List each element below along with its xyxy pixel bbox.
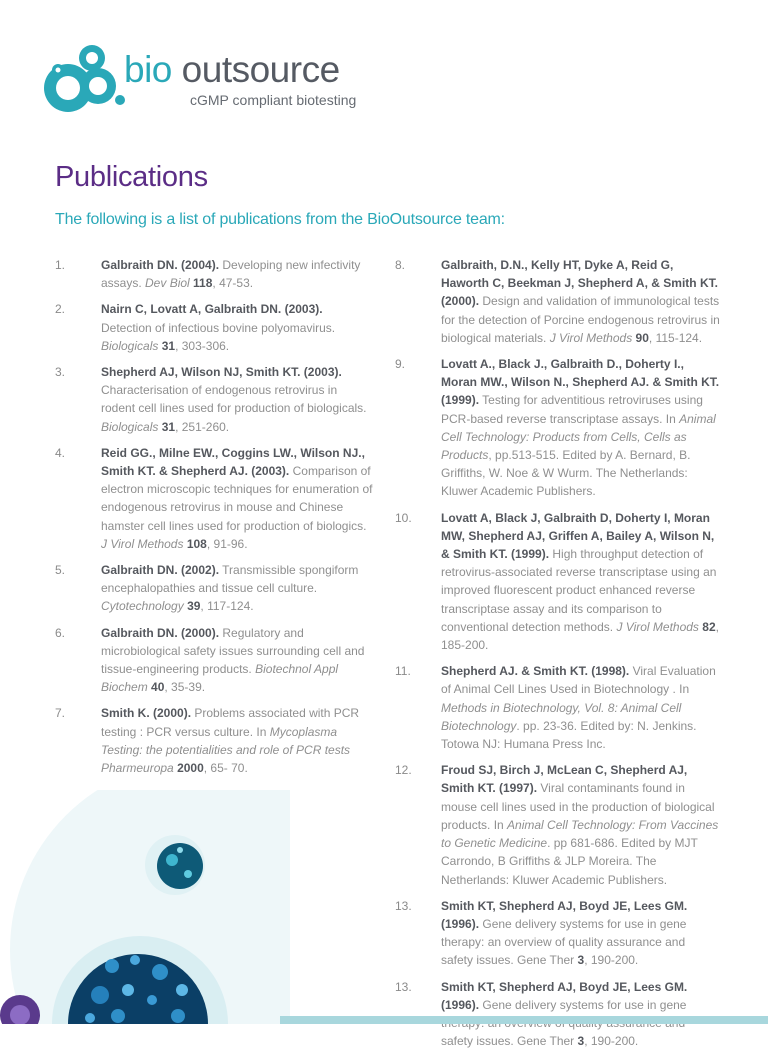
publication-item [395, 256, 720, 347]
publication-authors: Lovatt A, Black J, Galbraith D, Doherty I, Moran MW, Shepherd AJ, Griffen A, Bailey A, Wilson N, & Smith KT. (1999). [441, 510, 715, 562]
publication-number: 1. [55, 258, 66, 272]
publication-text: Gene delivery systems for use in gene safety issues. Gene Ther [441, 997, 687, 1049]
publication-pages: , 117-124. [200, 599, 254, 614]
publication-pages: , 35-39. [164, 680, 206, 695]
cell-graphic-icon [0, 790, 290, 1024]
publication-volume: 3 [577, 1034, 585, 1049]
brand-outsource: outsource [171, 49, 340, 90]
publication-authors: Galbraith DN. (2000). [101, 625, 220, 640]
publication-authors: Lovatt A., Black J., Galbraith D., Doherty I., Moran MW., Wilson N., Shepherd AJ. & Smith KT. (1999). [441, 357, 720, 408]
publication-journal: Methods in Biotechnology, Vol. 8: Animal Cell Biotechnology [441, 700, 682, 733]
publication-journal: Biotechnol Appl Biochem [101, 662, 339, 695]
publication-item [395, 355, 720, 501]
publication-item [55, 256, 373, 292]
publication-journal: Animal Cell Technology: Products from Cells, Cells as Products [441, 411, 716, 463]
publication-number: 8. [395, 258, 406, 272]
publication-item [55, 704, 373, 777]
publication-journal: Biologicals [101, 338, 159, 353]
publication-number: 3. [55, 365, 66, 380]
publication-authors: Nairn C, Lovatt A, Galbraith DN. (2003). [101, 302, 323, 317]
publication-pages: , 47-53. [212, 276, 254, 291]
publication-volume: 108 [186, 536, 207, 551]
publication-pages: , 115-124. [648, 330, 703, 345]
publication-text: Problems associated with PCR testing : PCR versus culture. In [101, 706, 360, 739]
publication-number: 13. [395, 898, 412, 913]
publication-number: 4. [55, 445, 66, 460]
publication-pages: , 91-96. [206, 536, 248, 551]
publications-column-left [55, 256, 373, 785]
publication-authors: Galbraith, D.N., Kelly HT, Dyke A, Reid G, Haworth C, Beekman J, Shepherd A, & Smith KT. (2000). [441, 258, 718, 309]
publication-volume: 2000 [177, 761, 204, 776]
publication-text: Developing new infectivity assays. [101, 258, 361, 291]
publication-number: 12. [395, 763, 412, 778]
publication-item [55, 444, 373, 553]
publication-item [55, 363, 373, 436]
publication-journal: Animal Cell Technology: From Vaccines to Genetic Medicine [441, 817, 719, 851]
publication-text: Viral contaminants found in mouse cell lines used in the production of biological products. In [441, 781, 715, 832]
publication-volume: 3 [577, 953, 585, 968]
publication-item [395, 662, 720, 753]
publication-journal: Mycoplasma Testing: the potentialities and role of PCR tests Pharmeuropa [101, 724, 351, 776]
brand-tagline: cGMP compliant biotesting [190, 92, 357, 108]
publication-text: Design and validation of immunological tests for the detection of Porcine endogenous retrovirus in biological materials. [441, 294, 720, 345]
publication-authors: Froud SJ, Birch J, McLean C, Shepherd AJ, Smith KT. (1997). [441, 763, 688, 796]
publication-text: Transmissible spongiform encephalopathies and tissue cell culture. [101, 563, 359, 596]
publication-journal: Biologicals [101, 419, 159, 434]
brand-name [124, 48, 340, 92]
publication-text: Gene delivery systems for use in gene therapy: an overview of quality assurance and safety issues. Gene Ther [441, 916, 687, 968]
publication-number: 6. [55, 625, 66, 640]
publication-text: Testing for adventitious retroviruses using PCR-based reverse transcriptase assays. In [441, 393, 703, 426]
publication-authors: Shepherd AJ. & Smith KT. (1998). [441, 664, 630, 679]
publication-authors: Smith KT, Shepherd AJ, Boyd JE, Lees GM.(1996). [441, 979, 688, 1012]
publication-item [395, 978, 720, 1051]
publication-item [55, 300, 373, 355]
publication-number: 7. [55, 706, 66, 721]
publication-number: 11. [395, 664, 411, 679]
publication-text: Comparison of electron microscopic techniques for enumeration of endogenous retrovirus in mouse and Chinese hamster cell lines used for production of biologics. [101, 464, 373, 533]
publication-volume: 40 [151, 680, 165, 695]
publication-item [55, 624, 373, 697]
publication-pages: , pp.513-515. Edited by A. Bernard, B. Griffiths, W. Noe & W Wurm. The Netherlands: Kluwer Academic Publishers. [441, 448, 691, 499]
publication-number: 2. [55, 302, 66, 317]
publications-column-right [395, 256, 720, 1058]
publication-pages: , 185-200. [441, 619, 719, 653]
footer-bar [280, 1016, 768, 1024]
publication-volume: 118 [193, 276, 213, 291]
publication-pages: , 190-200. [584, 1034, 639, 1049]
publication-item [395, 897, 720, 970]
publication-number: 10. [395, 510, 412, 525]
page-subtitle: The following is a list of publications from the BioOutsource team: [55, 211, 505, 228]
publication-volume: 82 [702, 619, 716, 634]
brand-bio: bio [124, 49, 172, 90]
publication-journal: J Virol Methods [101, 536, 184, 551]
publication-pages: . pp. 23-36. Edited by: N. Jenkins. Totowa NJ: Humana Press Inc. [441, 718, 697, 752]
publication-text: Viral Evaluation of Animal Cell Lines Used in Biotechnology . In [441, 664, 716, 697]
publication-journal: J Virol Methods [549, 330, 633, 345]
publication-item [395, 761, 720, 888]
publication-pages: . pp 681-686. Edited by MJT Carrondo, B Griffiths & JLP Moreira. The Netherlands: Kluwer Academic Publishers. [441, 836, 698, 887]
publication-journal: Dev Biol [145, 276, 190, 291]
publication-authors: Galbraith DN. (2002). [101, 563, 220, 578]
publication-volume: 90 [635, 330, 649, 345]
publication-authors: Reid GG., Milne EW., Coggins LW., Wilson NJ., Smith KT. & Shepherd AJ. (2003). [101, 445, 365, 479]
publication-pages: , 190-200. [584, 953, 639, 968]
publication-item [395, 509, 720, 655]
publication-authors: Smith KT, Shepherd AJ, Boyd JE, Lees GM.(1996). [441, 898, 688, 931]
publication-number: 5. [55, 563, 66, 578]
publication-item [55, 561, 373, 616]
publication-volume: 31 [161, 338, 176, 353]
publication-pages: , 303-306. [175, 338, 230, 353]
page-title: Publications [55, 161, 208, 193]
publication-text: High throughput detection of retrovirus-associated reverse transcriptase using an improved fluorescent product enhanced reverse transcriptase assay and its comparison to conventional detection methods. [441, 547, 717, 634]
molecule-logo-icon [40, 40, 130, 125]
publication-journal: J Virol Methods [616, 619, 699, 634]
publication-pages: , 251-260. [175, 419, 230, 434]
publication-authors: Smith K. (2000). [101, 706, 192, 721]
publication-text: Detection of infectious bovine polyomavirus. [101, 320, 336, 335]
publication-journal: Cytotechnology [101, 599, 184, 614]
bio-outsource-logo [40, 40, 370, 125]
publication-volume: 39 [187, 599, 201, 614]
publication-volume: 31 [161, 419, 176, 434]
publication-number: 13. [395, 979, 412, 994]
publication-text: Regulatory and microbiological safety issues surrounding cell and tissue-engineering products. [101, 625, 365, 677]
publication-number: 9. [395, 357, 406, 372]
publication-authors: Shepherd AJ, Wilson NJ, Smith KT. (2003). [101, 365, 342, 380]
publication-pages: , 65- 70. [203, 761, 248, 776]
publication-authors: Galbraith DN. (2004). [101, 258, 220, 272]
publication-text: Characterisation of endogenous retrovirus in rodent cell lines used for production of biologicals. [101, 383, 367, 416]
